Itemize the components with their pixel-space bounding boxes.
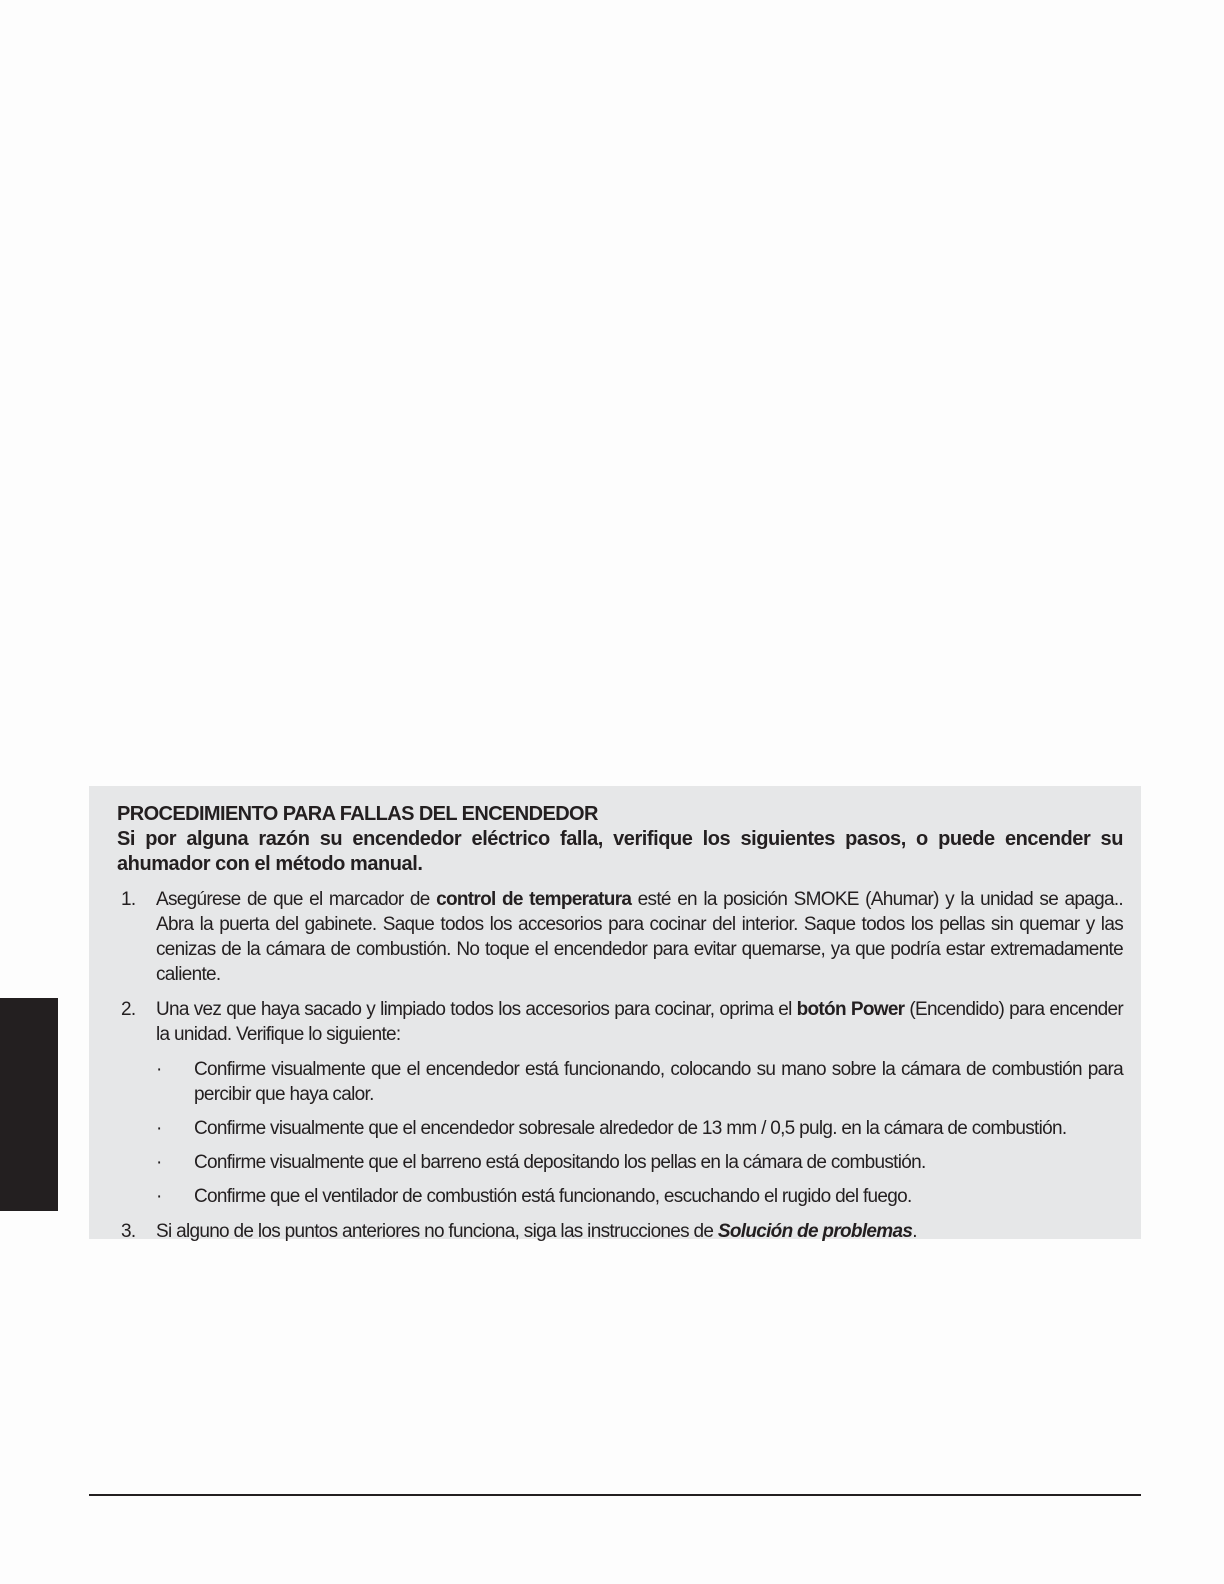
bullet-dot-icon: · [156, 1152, 162, 1173]
bullet-dot-icon: · [156, 1059, 162, 1080]
step-number: 2. [121, 999, 136, 1020]
check-list [156, 1057, 1123, 1209]
steps-list [117, 887, 1123, 1244]
check-item-text: Confirme visualmente que el encendedor está funcionando, colocando su mano sobre la cámara de combustión para percibir que haya calor. [194, 1059, 1123, 1105]
bullet-dot-icon: · [156, 1118, 162, 1139]
section-intro: Si por alguna razón su encendedor eléctrico falla, verifique los siguientes pasos, o puede encender su ahumador con el método manual. [117, 828, 1123, 875]
step-text: . [912, 1221, 917, 1242]
step-emphasis: control de temperatura [436, 889, 632, 910]
check-item-text: Confirme visualmente que el encendedor sobresale alrededor de 13 mm / 0,5 pulg. en la cámara de combustión. [194, 1118, 1067, 1139]
step-number: 3. [121, 1221, 136, 1242]
step-text: Si alguno de los puntos anteriores no funciona, siga las instrucciones de [156, 1221, 718, 1242]
step-text: Una vez que haya sacado y limpiado todos los accesorios para cocinar, oprima el [156, 999, 797, 1020]
bullet-dot-icon: · [156, 1186, 162, 1207]
step-number: 1. [121, 889, 136, 910]
step-emphasis: botón Power [796, 999, 905, 1020]
step-text: Asegúrese de que el marcador de [156, 889, 437, 910]
check-item [156, 1116, 1123, 1141]
side-section-tab [0, 998, 58, 1211]
step-text: (Encendido) para encender la unidad. Verifique lo siguiente: [156, 999, 1123, 1045]
check-item-text: Confirme que el ventilador de combustión está funcionando, escuchando el rugido del fuego. [194, 1186, 912, 1207]
check-item [156, 1057, 1123, 1107]
check-item [156, 1184, 1123, 1209]
step-text: esté en la posición SMOKE (Ahumar) y la unidad se apaga.. Abra la puerta del gabinete. Saque todos los accesorios para cocinar del interior. Saque todos los pellas sin quemar y las cenizas de la cámara de combustión. No toque el encendedor para evitar quemarse, ya que podría estar extremadamente caliente. [156, 889, 1123, 985]
step-3 [117, 1219, 1123, 1244]
check-item [156, 1150, 1123, 1175]
section-title: PROCEDIMIENTO PARA FALLAS DEL ENCENDEDOR [117, 803, 598, 825]
igniter-failure-panel [89, 786, 1141, 1242]
troubleshooting-reference: Solución de problemas [717, 1221, 913, 1242]
check-item-text: Confirme visualmente que el barreno está depositando los pellas en la cámara de combustión. [194, 1152, 926, 1173]
footer-rule [89, 1494, 1141, 1496]
step-2 [117, 997, 1123, 1209]
step-1 [117, 887, 1123, 987]
